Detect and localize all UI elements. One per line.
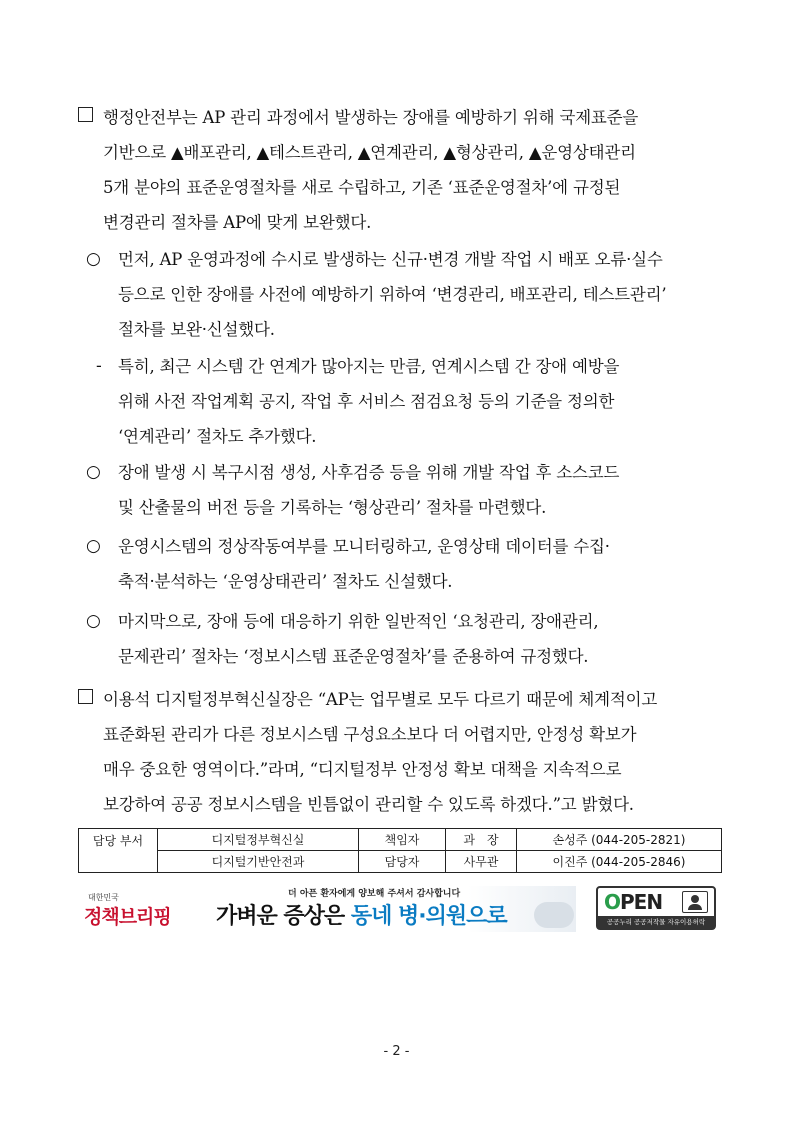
page-number: - 2 - [383, 1044, 410, 1059]
role-cell: 책임자 [359, 829, 446, 851]
text-line: 마지막으로, 장애 등에 대응하기 위한 일반적인 ‘요청관리, 장애관리, [118, 612, 599, 631]
text-line: 표준화된 관리가 다른 정보시스템 구성요소보다 더 어렵지만, 안정성 확보가 [103, 725, 637, 744]
paragraph-1 [103, 100, 723, 240]
attribution-person-icon [682, 891, 708, 913]
text-line: 5개 분야의 표준운영절차를 새로 수립하고, 기존 ‘표준운영절차’에 규정된 [103, 178, 621, 197]
text-line: 등으로 인한 장애를 사전에 예방하기 위하여 ‘변경관리, 배포관리, 테스트관리’ [118, 285, 667, 304]
open-label-text: PEN [620, 890, 663, 914]
text-line: 보강하여 공공 정보시스템을 빈틈없이 관리할 수 있도록 하겠다.”고 밝혔다. [103, 795, 634, 814]
square-bullet [78, 682, 93, 717]
text-line: 매우 중요한 영역이다.”라며, “디지털정부 안정성 확보 대책을 지속적으로 [103, 760, 622, 779]
footer-banner [78, 886, 718, 932]
campaign-ad [216, 886, 576, 932]
dept-name-1: 디지털정부혁신실 [158, 829, 359, 851]
paragraph-2 [118, 242, 723, 347]
text-line: 운영시스템의 정상작동여부를 모니터링하고, 운영상태 데이터를 수집· [118, 537, 610, 556]
ad-subtitle: 더 아픈 환자에게 양보해 주셔서 감사합니다 [288, 889, 461, 899]
contact-cell: 이진주 (044-205-2846) [517, 851, 722, 873]
logo-main-text: 정책브리핑 [84, 906, 171, 928]
paragraph-3 [118, 349, 723, 454]
contact-table [78, 828, 722, 873]
circle-bullet: ○ [86, 249, 101, 269]
dept-label: 담당 부서 [79, 829, 158, 873]
circle-bullet: ○ [86, 462, 101, 482]
paragraph-5 [118, 529, 723, 599]
kogl-open-badge [596, 886, 716, 930]
text-line: 변경관리 절차를 AP에 맞게 보완했다. [103, 213, 372, 232]
paragraph-4 [118, 455, 723, 525]
policy-briefing-logo [78, 886, 198, 932]
open-label [604, 890, 662, 914]
open-license-text: 공공누리 공공저작물 자유이용허락 [598, 916, 714, 928]
ad-decoration [534, 902, 574, 928]
dash-bullet: - [96, 356, 102, 376]
text-line: 행정안전부는 AP 관리 과정에서 발생하는 장애를 예방하기 위해 국제표준을 [103, 108, 639, 127]
text-line: 특히, 최근 시스템 간 연계가 많아지는 만큼, 연계시스템 간 장애 예방을 [118, 357, 620, 376]
title-cell: 사무관 [446, 851, 517, 873]
text-line: 먼저, AP 운영과정에 수시로 발생하는 신규·변경 개발 작업 시 배포 오류·실수 [118, 250, 663, 269]
contact-cell: 손성주 (044-205-2821) [517, 829, 722, 851]
text-line: 축적·분석하는 ‘운영상태관리’ 절차도 신설했다. [118, 572, 453, 591]
ad-headline-part2: 동네 병·의원으로 [350, 904, 507, 929]
ad-headline [216, 899, 507, 930]
title-cell: 과 장 [446, 829, 517, 851]
text-line: 기반으로 ▲배포관리, ▲테스트관리, ▲연계관리, ▲형상관리, ▲운영상태관리 [103, 143, 636, 162]
paragraph-7 [103, 682, 723, 822]
text-line: 문제관리’ 절차는 ‘정보시스템 표준운영절차’를 준용하여 규정했다. [118, 647, 589, 666]
square-bullet [78, 100, 93, 135]
role-cell: 담당자 [359, 851, 446, 873]
text-line: 절차를 보완·신설했다. [118, 320, 275, 339]
text-line: 이용석 디지털정부혁신실장은 “AP는 업무별로 모두 다르기 때문에 체계적이고 [103, 690, 658, 709]
paragraph-6 [118, 604, 723, 674]
text-line: 및 산출물의 버전 등을 기록하는 ‘형상관리’ 절차를 마련했다. [118, 498, 547, 517]
text-line: ‘연계관리’ 절차도 추가했다. [118, 427, 317, 446]
text-line: 위해 사전 작업계획 공지, 작업 후 서비스 점검요청 등의 기준을 정의한 [118, 392, 615, 411]
dept-name-2: 디지털기반안전과 [158, 851, 359, 873]
open-o-glyph: O [604, 890, 621, 914]
ad-headline-part1: 가벼운 증상은 [216, 904, 351, 929]
circle-bullet: ○ [86, 536, 101, 556]
text-line: 장애 발생 시 복구시점 생성, 사후검증 등을 위해 개발 작업 후 소스코드 [118, 463, 620, 482]
logo-top-text: 대한민국 [88, 893, 119, 902]
circle-bullet: ○ [86, 611, 101, 631]
